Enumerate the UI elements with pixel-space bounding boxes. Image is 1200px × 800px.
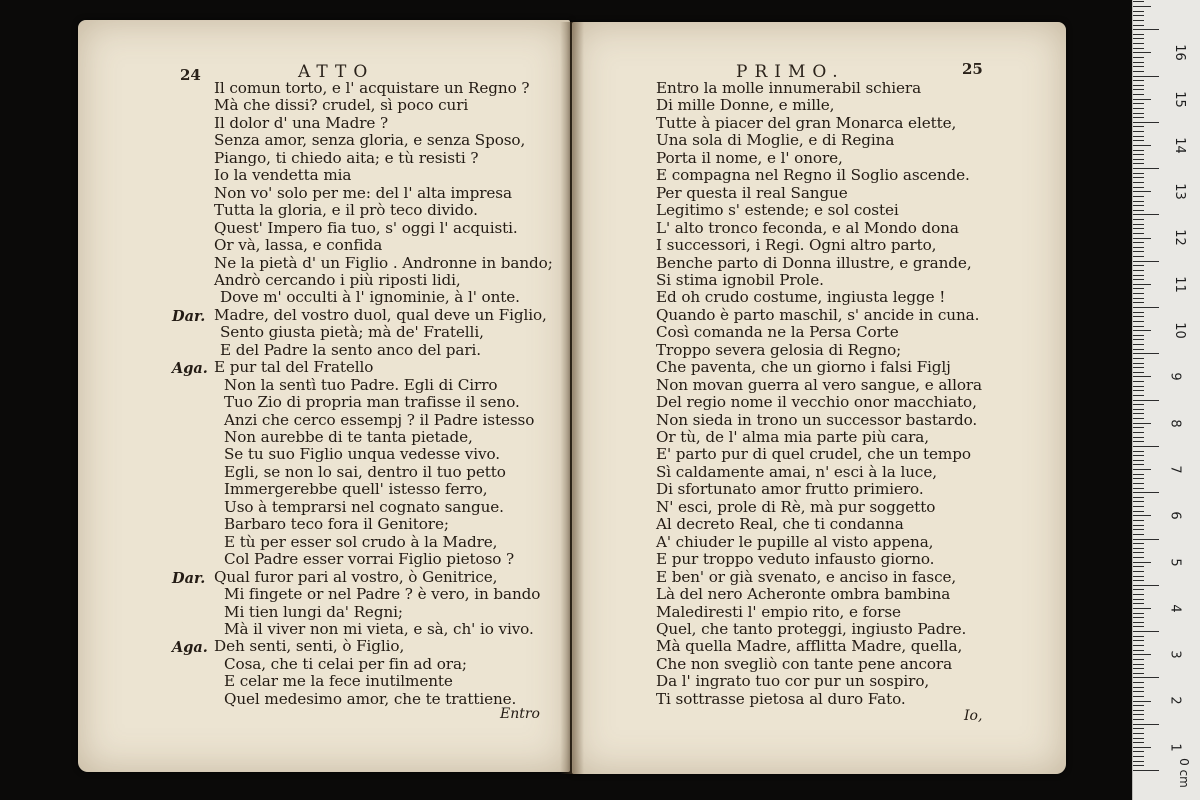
verse-line: Non vo' solo per me: del l' alta impresa bbox=[214, 183, 512, 202]
ruler-tick bbox=[1133, 145, 1151, 146]
speaker-label: Aga. bbox=[172, 360, 208, 378]
ruler-tick bbox=[1133, 566, 1144, 567]
verse-line: Porta il nome, e l' onore, bbox=[656, 148, 843, 167]
ruler-tick bbox=[1133, 363, 1144, 364]
ruler-tick bbox=[1133, 256, 1144, 257]
ruler-number: 16 bbox=[1171, 44, 1187, 61]
ruler-tick bbox=[1133, 765, 1144, 766]
ruler-tick bbox=[1133, 576, 1144, 577]
ruler-tick bbox=[1133, 66, 1144, 67]
verse-line: Se tu suo Figlio unqua vedesse vivo. bbox=[224, 445, 501, 464]
ruler-tick bbox=[1133, 85, 1144, 86]
ruler-tick bbox=[1133, 664, 1144, 665]
ruler-tick bbox=[1133, 353, 1159, 354]
ruler-tick bbox=[1133, 529, 1144, 530]
verse-line: Dove m' occulti à l' ignominie, à l' onte. bbox=[220, 288, 520, 307]
ruler-tick bbox=[1133, 386, 1144, 387]
verse-line: Non movan guerra al vero sangue, e allora bbox=[656, 375, 982, 394]
ruler-tick bbox=[1133, 187, 1144, 188]
verse-line: Di mille Donne, e mille, bbox=[656, 96, 835, 115]
ruler-tick bbox=[1133, 710, 1144, 711]
verse-line: Mà il viver non mi vieta, e sà, ch' io vivo. bbox=[224, 619, 534, 638]
ruler-tick bbox=[1133, 654, 1151, 655]
verse-line: Quando è parto maschil, s' ancide in cuna. bbox=[656, 305, 980, 324]
ruler-tick bbox=[1133, 275, 1144, 276]
ruler-number: 2 bbox=[1167, 696, 1183, 706]
verse-line: Qual furor pari al vostro, ò Genitrice, bbox=[214, 567, 498, 586]
ruler-tick bbox=[1133, 539, 1159, 540]
verse-line: Quel, che tanto proteggi, ingiusto Padre. bbox=[656, 619, 967, 638]
measuring-ruler bbox=[1132, 0, 1200, 800]
verse-line: Tutta la gloria, e il prò teco divido. bbox=[214, 201, 478, 220]
ruler-number: 9 bbox=[1167, 372, 1183, 381]
ruler-tick bbox=[1133, 464, 1144, 465]
ruler-tick bbox=[1133, 562, 1151, 563]
verse-line: Quel medesimo amor, che te trattiene. bbox=[224, 689, 517, 708]
verse-line: Troppo severa gelosia di Regno; bbox=[656, 340, 902, 359]
ruler-tick bbox=[1133, 376, 1151, 377]
verse-line: Là del nero Acheronte ombra bambina bbox=[656, 585, 951, 604]
ruler-tick bbox=[1133, 594, 1144, 595]
verse-line: Or tù, de l' alma mia parte più cara, bbox=[656, 428, 929, 446]
ruler-tick bbox=[1133, 432, 1144, 433]
ruler-tick bbox=[1133, 122, 1159, 123]
ruler-tick bbox=[1133, 131, 1144, 132]
ruler-tick bbox=[1133, 589, 1144, 590]
ruler-tick bbox=[1133, 150, 1144, 151]
verse-line: Che paventa, che un giorno i falsi Figlj bbox=[656, 358, 951, 377]
ruler-number: 8 bbox=[1167, 418, 1183, 428]
verse-line: Senza amor, senza gloria, e senza Sposo, bbox=[214, 131, 526, 150]
ruler-tick bbox=[1133, 140, 1144, 141]
ruler-tick bbox=[1133, 733, 1144, 734]
ruler-tick bbox=[1133, 335, 1144, 336]
ruler-tick bbox=[1133, 163, 1144, 164]
ruler-tick bbox=[1133, 677, 1159, 678]
ruler-tick bbox=[1133, 437, 1144, 438]
verse-line: Egli, se non lo sai, dentro il tuo petto bbox=[224, 462, 506, 481]
ruler-tick bbox=[1133, 358, 1144, 359]
ruler-tick bbox=[1133, 622, 1144, 623]
ruler-tick bbox=[1133, 6, 1151, 7]
verse-line: Madre, del vostro duol, qual deve un Figlio, bbox=[214, 305, 547, 324]
ruler-tick bbox=[1133, 585, 1159, 586]
ruler-tick bbox=[1133, 71, 1144, 72]
ruler-number: 15 bbox=[1171, 90, 1187, 108]
ruler-tick bbox=[1133, 113, 1144, 114]
ruler-tick bbox=[1133, 372, 1144, 373]
ruler-tick bbox=[1133, 381, 1144, 382]
verse-line: Ti sottrasse pietosa al duro Fato. bbox=[656, 689, 906, 708]
running-head: ATTO bbox=[298, 62, 375, 82]
ruler-tick bbox=[1133, 270, 1144, 271]
ruler-tick bbox=[1133, 367, 1144, 368]
ruler-tick bbox=[1133, 228, 1144, 229]
ruler-tick bbox=[1133, 15, 1144, 16]
verse-line: Mà quella Madre, afflitta Madre, quella, bbox=[656, 637, 963, 656]
ruler-tick bbox=[1133, 571, 1144, 572]
ruler-tick bbox=[1133, 238, 1151, 239]
ruler-tick bbox=[1133, 497, 1144, 498]
ruler-tick bbox=[1133, 696, 1144, 697]
ruler-tick bbox=[1133, 557, 1144, 558]
verse-line: Legitimo s' estende; e sol costei bbox=[656, 201, 899, 220]
ruler-tick bbox=[1133, 20, 1144, 21]
ruler-tick bbox=[1133, 321, 1144, 322]
ruler-tick bbox=[1133, 52, 1151, 53]
ruler-tick bbox=[1133, 506, 1144, 507]
ruler-tick bbox=[1133, 242, 1144, 243]
page-number: 24 bbox=[180, 66, 201, 84]
verse-line: I successori, i Regi. Ogni altro parto, bbox=[656, 236, 937, 255]
verse-line: Tutte à piacer del gran Monarca elette, bbox=[656, 113, 957, 132]
verse-line: Mi tien lungi da' Regni; bbox=[224, 602, 403, 621]
ruler-tick bbox=[1133, 196, 1144, 197]
ruler-tick bbox=[1133, 682, 1144, 683]
ruler-tick bbox=[1133, 580, 1144, 581]
ruler-tick bbox=[1133, 126, 1144, 127]
verse-line: Non la sentì tuo Padre. Egli di Cirro bbox=[224, 375, 498, 394]
ruler-tick bbox=[1133, 714, 1144, 715]
ruler-tick bbox=[1133, 48, 1144, 49]
ruler-tick bbox=[1133, 177, 1144, 178]
verse-line: Io la vendetta mia bbox=[214, 166, 352, 185]
ruler-tick bbox=[1133, 404, 1144, 405]
ruler-tick bbox=[1133, 89, 1144, 90]
verse-line: Da l' ingrato tuo cor pur un sospiro, bbox=[656, 672, 930, 691]
ruler-tick bbox=[1133, 94, 1144, 95]
ruler-tick bbox=[1133, 548, 1144, 549]
ruler-tick bbox=[1133, 515, 1151, 516]
ruler-tick bbox=[1133, 751, 1144, 752]
ruler-tick bbox=[1133, 534, 1144, 535]
ruler-tick bbox=[1133, 673, 1144, 674]
ruler-number: 4 bbox=[1167, 604, 1183, 613]
ruler-tick bbox=[1133, 552, 1144, 553]
ruler-tick bbox=[1133, 298, 1144, 299]
ruler-unit: 0 cm bbox=[1176, 758, 1191, 788]
ruler-tick bbox=[1133, 219, 1144, 220]
ruler-tick bbox=[1133, 330, 1151, 331]
page-number: 25 bbox=[962, 60, 983, 78]
ruler-tick bbox=[1133, 608, 1151, 609]
ruler-tick bbox=[1133, 344, 1144, 345]
ruler-tick bbox=[1133, 742, 1144, 743]
verse-line: Tuo Zio di propria man trafisse il seno. bbox=[224, 393, 520, 412]
verse-line: Sì caldamente amai, n' esci à la luce, bbox=[656, 462, 937, 481]
ruler-tick bbox=[1133, 455, 1144, 456]
ruler-number: 10 bbox=[1171, 322, 1187, 339]
ruler-tick bbox=[1133, 339, 1144, 340]
book-gutter bbox=[560, 22, 584, 774]
verse-line: E ben' or già svenato, e anciso in fasce, bbox=[656, 567, 957, 586]
ruler-tick bbox=[1133, 265, 1144, 266]
ruler-tick bbox=[1133, 446, 1159, 447]
ruler-tick bbox=[1133, 307, 1159, 308]
ruler-tick bbox=[1133, 210, 1144, 211]
catchword: Entro bbox=[500, 706, 540, 722]
ruler-number: 12 bbox=[1171, 229, 1187, 247]
ruler-tick bbox=[1133, 603, 1144, 604]
ruler-tick bbox=[1133, 80, 1144, 81]
ruler-tick bbox=[1133, 191, 1151, 192]
ruler-tick bbox=[1133, 525, 1144, 526]
ruler-tick bbox=[1133, 168, 1159, 169]
ruler-tick bbox=[1133, 205, 1144, 206]
ruler-tick bbox=[1133, 261, 1159, 262]
ruler-tick bbox=[1133, 62, 1144, 63]
ruler-tick bbox=[1133, 57, 1144, 58]
ruler-tick bbox=[1133, 279, 1144, 280]
ruler-tick bbox=[1133, 349, 1144, 350]
ruler-tick bbox=[1133, 668, 1144, 669]
ruler-tick bbox=[1133, 511, 1144, 512]
ruler-number: 5 bbox=[1167, 557, 1183, 567]
ruler-tick bbox=[1133, 691, 1144, 692]
ruler-tick bbox=[1133, 719, 1144, 720]
ruler-tick bbox=[1133, 659, 1144, 660]
ruler-tick bbox=[1133, 159, 1144, 160]
ruler-tick bbox=[1133, 413, 1144, 414]
verse-line: Andrò cercando i più riposti lidi, bbox=[214, 270, 461, 289]
ruler-tick bbox=[1133, 728, 1144, 729]
speaker-label: Dar. bbox=[172, 307, 206, 325]
verse-line: Il dolor d' una Madre ? bbox=[214, 113, 389, 132]
verse-line: E del Padre la sento anco del pari. bbox=[220, 340, 482, 359]
ruler-tick bbox=[1133, 599, 1144, 600]
verse-line: Ed oh crudo costume, ingiusta legge ! bbox=[656, 288, 946, 307]
ruler-tick bbox=[1133, 117, 1144, 118]
ruler-tick bbox=[1133, 451, 1144, 452]
ruler-tick bbox=[1133, 617, 1144, 618]
ruler-tick bbox=[1133, 441, 1144, 442]
verse-line: Cosa, che ti celai per fin ad ora; bbox=[224, 654, 467, 673]
ruler-tick bbox=[1133, 99, 1151, 100]
verse-line: Col Padre esser vorrai Figlio pietoso ? bbox=[224, 550, 515, 569]
verse-line: Uso à temprarsi nel cognato sangue. bbox=[224, 497, 504, 516]
ruler-number: 13 bbox=[1171, 183, 1187, 200]
ruler-tick bbox=[1133, 43, 1144, 44]
ruler-tick bbox=[1133, 395, 1144, 396]
ruler-tick bbox=[1133, 214, 1159, 215]
speaker-label: Aga. bbox=[172, 639, 208, 657]
ruler-tick bbox=[1133, 76, 1159, 77]
verse-line: E pur tal del Fratello bbox=[214, 358, 374, 377]
ruler-tick bbox=[1133, 233, 1144, 234]
ruler-tick bbox=[1133, 251, 1144, 252]
ruler-tick bbox=[1133, 613, 1144, 614]
ruler-tick bbox=[1133, 427, 1144, 428]
ruler-tick bbox=[1133, 400, 1159, 401]
speaker-label: Dar. bbox=[172, 569, 206, 587]
ruler-tick bbox=[1133, 543, 1144, 544]
verse-line: E celar me la fece inutilmente bbox=[224, 672, 453, 691]
verse-line: Mi fingete or nel Padre ? è vero, in bando bbox=[224, 585, 541, 604]
ruler-tick bbox=[1133, 478, 1144, 479]
ruler-tick bbox=[1133, 34, 1144, 35]
ruler-tick bbox=[1133, 418, 1144, 419]
verse-line: Anzi che cerco essempj ? il Padre istesso bbox=[224, 410, 535, 429]
verse-line: L' alto tronco feconda, e al Mondo dona bbox=[656, 218, 959, 237]
ruler-tick bbox=[1133, 705, 1144, 706]
verse-line: E compagna nel Regno il Soglio ascende. bbox=[656, 166, 970, 185]
ruler-tick bbox=[1133, 645, 1144, 646]
ruler-tick bbox=[1133, 29, 1159, 30]
verse-line: Al decreto Real, che ti condanna bbox=[656, 515, 904, 534]
verse-line: Così comanda ne la Persa Corte bbox=[656, 323, 899, 342]
ruler-tick bbox=[1133, 770, 1159, 771]
ruler-tick bbox=[1133, 488, 1144, 489]
verse-line: Piango, ti chiedo aita; e tù resisti ? bbox=[214, 148, 479, 167]
verse-line: E tù per esser sol crudo à la Madre, bbox=[224, 532, 498, 551]
ruler-tick bbox=[1133, 423, 1151, 424]
verse-line: Il comun torto, e l' acquistare un Regno ? bbox=[214, 79, 530, 97]
ruler-tick bbox=[1133, 469, 1151, 470]
ruler-tick bbox=[1133, 483, 1144, 484]
ruler-number: 6 bbox=[1167, 511, 1183, 520]
ruler-tick bbox=[1133, 11, 1144, 12]
verse-line: Si stima ignobil Prole. bbox=[656, 270, 824, 289]
verse-line: Che non svegliò con tante pene ancora bbox=[656, 654, 953, 673]
ruler-tick bbox=[1133, 460, 1144, 461]
ruler-number: 7 bbox=[1167, 465, 1183, 474]
ruler-tick bbox=[1133, 284, 1151, 285]
ruler-tick bbox=[1133, 738, 1144, 739]
verse-line: A' chiuder le pupille al visto appena, bbox=[656, 532, 934, 551]
verse-line: E pur troppo veduto infausto giorno. bbox=[656, 550, 935, 569]
ruler-tick bbox=[1133, 747, 1151, 748]
verse-line: Entro la molle innumerabil schiera bbox=[656, 79, 922, 97]
ruler-tick bbox=[1133, 288, 1144, 289]
verse-line: Mà che dissi? crudel, sì poco curi bbox=[214, 96, 469, 115]
ruler-tick bbox=[1133, 103, 1144, 104]
verse-line: Deh senti, senti, ò Figlio, bbox=[214, 637, 405, 656]
ruler-tick bbox=[1133, 756, 1144, 757]
ruler-tick bbox=[1133, 724, 1159, 725]
ruler-tick bbox=[1133, 1, 1144, 2]
ruler-tick bbox=[1133, 650, 1144, 651]
ruler-tick bbox=[1133, 640, 1144, 641]
ruler-tick bbox=[1133, 520, 1144, 521]
ruler-tick bbox=[1133, 687, 1144, 688]
verse-line: Immergerebbe quell' istesso ferro, bbox=[224, 480, 488, 499]
ruler-tick bbox=[1133, 25, 1144, 26]
verse-line: Di sfortunato amor frutto primiero. bbox=[656, 480, 924, 499]
verse-line: Sento giusta pietà; mà de' Fratelli, bbox=[220, 323, 484, 342]
ruler-tick bbox=[1133, 631, 1159, 632]
ruler-tick bbox=[1133, 182, 1144, 183]
ruler-number: 14 bbox=[1171, 137, 1187, 154]
catchword: Io, bbox=[964, 708, 983, 724]
verse-line: Ne la pietà d' un Figlio . Andronne in bando; bbox=[214, 253, 553, 272]
ruler-tick bbox=[1133, 701, 1151, 702]
running-head: PRIMO. bbox=[736, 62, 845, 82]
verse-line: Malediresti l' empio rito, e forse bbox=[656, 602, 901, 621]
verse-line: Barbaro teco fora il Genitore; bbox=[224, 515, 449, 534]
ruler-tick bbox=[1133, 761, 1144, 762]
ruler-tick bbox=[1133, 474, 1144, 475]
ruler-tick bbox=[1133, 492, 1159, 493]
verse-line: E' parto pur di quel crudel, che un tempo bbox=[656, 445, 971, 464]
ruler-tick bbox=[1133, 316, 1144, 317]
ruler-tick bbox=[1133, 173, 1144, 174]
ruler-number: 3 bbox=[1167, 650, 1183, 659]
verse-line: Per questa il real Sangue bbox=[656, 183, 848, 202]
ruler-tick bbox=[1133, 38, 1144, 39]
ruler-tick bbox=[1133, 409, 1144, 410]
verse-line: Benche parto di Donna illustre, e grande, bbox=[656, 253, 972, 272]
verse-line: Non sieda in trono un successor bastardo. bbox=[656, 410, 978, 429]
verse-line: Una sola di Moglie, e di Regina bbox=[656, 131, 895, 150]
verse-line: Del regio nome il vecchio onor macchiato, bbox=[656, 393, 977, 412]
ruler-tick bbox=[1133, 501, 1144, 502]
verse-line: Non aurebbe di te tanta pietade, bbox=[224, 428, 473, 446]
verse-line: Quest' Impero fia tuo, s' oggi l' acquisti. bbox=[214, 218, 518, 237]
ruler-tick bbox=[1133, 108, 1144, 109]
verse-line: Or và, lassa, e confida bbox=[214, 236, 383, 255]
ruler-tick bbox=[1133, 312, 1144, 313]
ruler-tick bbox=[1133, 326, 1144, 327]
ruler-tick bbox=[1133, 224, 1144, 225]
ruler-tick bbox=[1133, 201, 1144, 202]
ruler-tick bbox=[1133, 626, 1144, 627]
ruler-tick bbox=[1133, 154, 1144, 155]
ruler-tick bbox=[1133, 636, 1144, 637]
ruler-number: 11 bbox=[1171, 275, 1187, 293]
ruler-tick bbox=[1133, 390, 1144, 391]
ruler-number: 1 bbox=[1167, 743, 1183, 752]
verse-line: N' esci, prole di Rè, mà pur soggetto bbox=[656, 497, 936, 516]
ruler-tick bbox=[1133, 247, 1144, 248]
ruler-tick bbox=[1133, 136, 1144, 137]
ruler-tick bbox=[1133, 293, 1144, 294]
ruler-tick bbox=[1133, 302, 1144, 303]
